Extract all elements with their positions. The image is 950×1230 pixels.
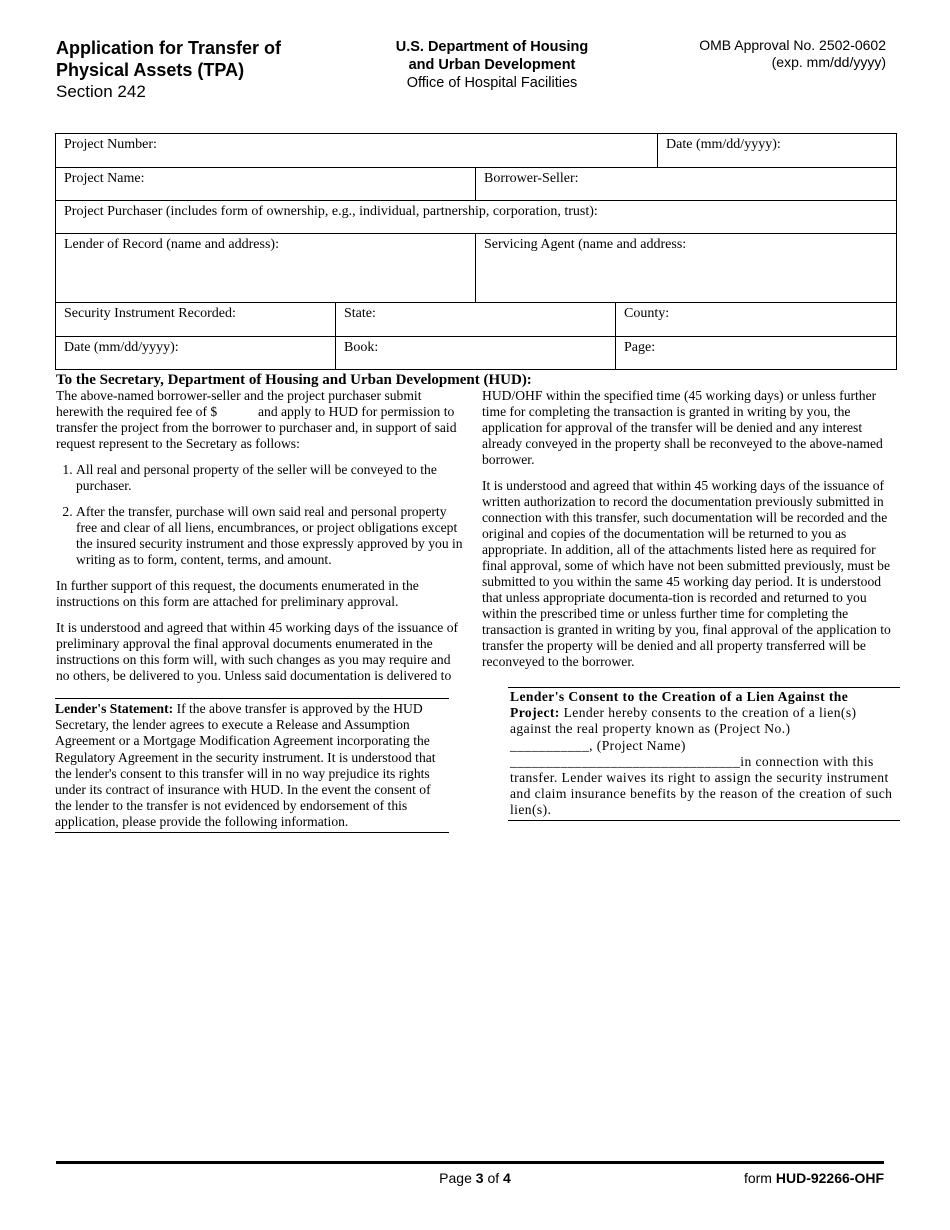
list-item: 1. All real and personal property of the seller will be conveyed to the purchaser. bbox=[76, 462, 466, 494]
form-title-line1: Application for Transfer of bbox=[56, 38, 282, 58]
intro-text-b: and apply to HUD for permission to transfer the project from the borrower to purchaser and, in support of said request represent to the Secretary as follows: bbox=[56, 404, 457, 451]
form-number bbox=[690, 1170, 884, 1186]
page-prefix: Page bbox=[439, 1170, 472, 1186]
lender-statement-box bbox=[55, 698, 449, 833]
form-number-value: HUD-92266-OHF bbox=[775, 1170, 884, 1186]
lender-of-record-label: Lender of Record (name and address): bbox=[64, 237, 279, 252]
omb-approval: OMB Approval No. 2502-0602 bbox=[699, 37, 886, 53]
project-name-field[interactable] bbox=[56, 168, 476, 201]
county-field[interactable] bbox=[616, 303, 897, 337]
support-paragraph: In further support of this request, the documents enumerated in the instructions on this form are attached for preliminary approval. bbox=[56, 578, 419, 609]
book-field[interactable] bbox=[336, 337, 616, 370]
county-label: County: bbox=[624, 306, 670, 321]
project-name-label: Project Name: bbox=[64, 171, 145, 186]
lender-statement-heading: Lender's Statement: bbox=[55, 701, 174, 716]
security-instrument-label: Security Instrument Recorded: bbox=[64, 306, 236, 321]
borrower-seller-label: Borrower-Seller: bbox=[484, 171, 579, 186]
page-label: Page: bbox=[624, 340, 656, 355]
continuation-paragraph: HUD/OHF within the specified time (45 working days) or unless further time for completing the transaction is granted in writing by you, the application for approval of the transfer will be denied and any interest already conveyed in the property shall be reconveyed to the above-named borrower. bbox=[482, 388, 883, 467]
right-column bbox=[482, 388, 897, 680]
page-current: 3 bbox=[475, 1170, 484, 1186]
lender-consent-box bbox=[508, 687, 900, 821]
project-name-blank[interactable]: ________________________________in connection with this transfer. Lender waives its right to assign the security instrument and claim insurance benefits by the reason of the creation of such lien(s). bbox=[510, 753, 893, 818]
servicing-agent-field[interactable] bbox=[476, 234, 897, 303]
agency-line1: U.S. Department of Housing bbox=[395, 39, 589, 55]
project-purchaser-field[interactable] bbox=[56, 201, 897, 234]
omb-block bbox=[660, 37, 886, 71]
intro-paragraph bbox=[56, 388, 466, 452]
date-label: Date (mm/dd/yyyy): bbox=[666, 137, 781, 152]
recorded-date-field[interactable] bbox=[56, 337, 336, 370]
understood-paragraph: It is understood and agreed that within 45 working days of the issuance of preliminary approval the final approval documents enumerated in the instructions on this form will, with such changes as you may require and no others, be delivered to you. Unless said documentation is delivered to bbox=[56, 620, 459, 683]
project-number-label: Project Number: bbox=[64, 137, 157, 152]
project-number-field[interactable] bbox=[56, 134, 658, 168]
project-purchaser-label: Project Purchaser (includes form of ownership, e.g., individual, partnership, corporation, trust): bbox=[64, 204, 598, 219]
page-field[interactable] bbox=[616, 337, 897, 370]
servicing-agent-label: Servicing Agent (name and address: bbox=[484, 237, 687, 252]
list-item: 2. After the transfer, purchase will own said real and personal property free and clear of all liens, encumbrances, or project obligations except the insured security instrument and those expressly approved by you in writing as to form, content, terms, and amount. bbox=[76, 504, 466, 568]
form-prefix: form bbox=[743, 1170, 772, 1186]
office-name: Office of Hospital Facilities bbox=[406, 75, 578, 91]
state-label: State: bbox=[344, 306, 376, 321]
borrower-seller-field[interactable] bbox=[476, 168, 897, 201]
representations-list bbox=[56, 462, 466, 568]
intro-text-a: The above-named borrower-seller and the project purchaser submit herewith the required fee of $ bbox=[56, 388, 422, 419]
project-number-blank[interactable]: ___________, (Project Name) bbox=[510, 737, 686, 753]
state-field[interactable] bbox=[336, 303, 616, 337]
agency-line2: and Urban Development bbox=[408, 57, 576, 73]
security-instrument-field[interactable] bbox=[56, 303, 336, 337]
page-indicator bbox=[400, 1170, 550, 1186]
left-column bbox=[56, 388, 466, 694]
addressee-heading: To the Secretary, Department of Housing and Urban Development (HUD): bbox=[56, 372, 532, 388]
lender-consent-text: Lender hereby consents to the creation of a lien(s) against the real property known as (Project No.) bbox=[510, 705, 857, 737]
lender-consent-heading: Lender's Consent to the Creation of a Lien Against the Project: bbox=[510, 689, 849, 721]
page-of: of bbox=[487, 1170, 500, 1186]
lender-statement-body: If the above transfer is approved by the HUD Secretary, the lender agrees to execute a Release and Assumption Agreement or a Mortgage Modification Agreement incorporating the Regulatory Agreement in the security instrument. It is understood that the lender's consent to this transfer will in no way prejudice its rights under its contract of insurance with HUD. In the event the consent of the lender to the transfer is not evidenced by endorsement of this application, please provide the following information. bbox=[55, 701, 436, 830]
form-title-line2: Physical Assets (TPA) bbox=[56, 60, 245, 80]
book-label: Book: bbox=[344, 340, 379, 355]
date-field[interactable] bbox=[658, 134, 897, 168]
recording-paragraph: It is understood and agreed that within 45 working days of the issuance of written authorization to record the documentation previously submitted in connection with this transfer, such documentation will be recorded and the original and copies of the documentation will be returned to you as appropriate. In addition, all of the attachments listed here as required for final approval, some of which have not been submitted previously, must be submitted to you within the same 45 working day period. It is understood that unless appropriate documenta-tion is recorded and returned to you within the prescribed time or unless further time for completing the transaction is granted in writing by you, final approval of the application to transfer the property will be denied and all property transferred will be reconveyed to the borrower. bbox=[482, 478, 891, 669]
agency-block bbox=[374, 38, 610, 92]
form-section: Section 242 bbox=[56, 82, 146, 101]
omb-expiration: (exp. mm/dd/yyyy) bbox=[771, 54, 886, 70]
project-info-table bbox=[55, 133, 897, 370]
footer-divider bbox=[56, 1161, 884, 1164]
lender-of-record-field[interactable] bbox=[56, 234, 476, 303]
page-total: 4 bbox=[503, 1170, 511, 1186]
form-title-block bbox=[56, 37, 356, 103]
recorded-date-label: Date (mm/dd/yyyy): bbox=[64, 340, 179, 355]
